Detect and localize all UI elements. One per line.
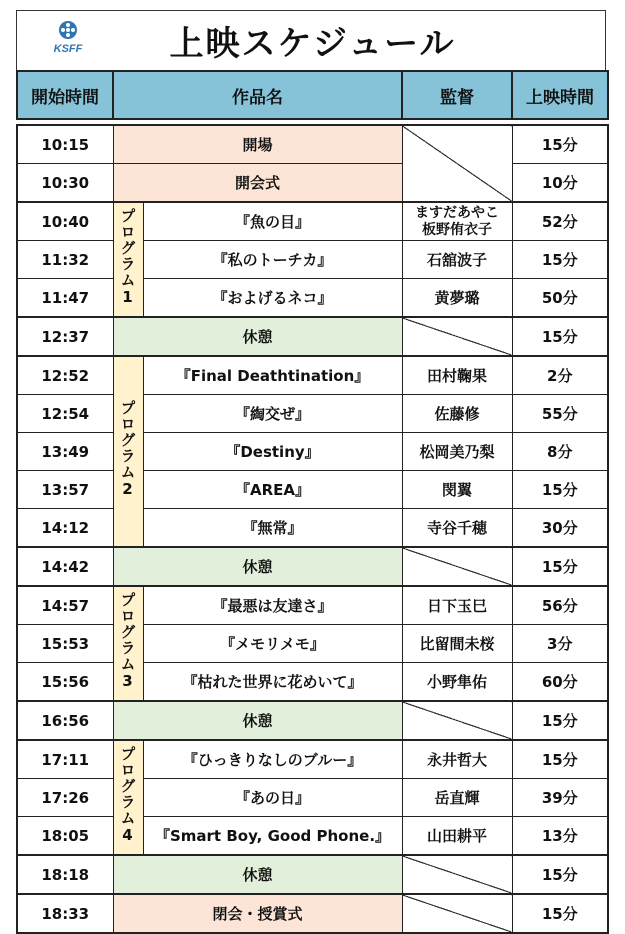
- duration: 2分: [512, 356, 608, 395]
- film-title: 『メモリメモ』: [143, 625, 402, 663]
- duration: 55分: [512, 395, 608, 433]
- film-title: 『枯れた世界に花めいて』: [143, 663, 402, 702]
- table-row: [17, 586, 608, 625]
- table-row: [17, 509, 608, 548]
- start-time: 10:15: [17, 125, 113, 164]
- break-label: 休憩: [113, 547, 402, 586]
- table-row: [17, 279, 608, 318]
- film-title: 『あの日』: [143, 779, 402, 817]
- director-line: 板野侑衣子: [422, 221, 492, 238]
- duration: 13分: [512, 817, 608, 856]
- director: 小野隼佑: [402, 663, 512, 702]
- duration: 30分: [512, 509, 608, 548]
- start-time: 13:57: [17, 471, 113, 509]
- table-row: [17, 395, 608, 433]
- header-director: 監督: [402, 71, 512, 119]
- start-time: 13:49: [17, 433, 113, 471]
- film-title: 『無常』: [143, 509, 402, 548]
- program-label: プログラム3: [113, 586, 143, 701]
- director: 田村鞠果: [402, 356, 512, 395]
- start-time: 18:18: [17, 855, 113, 894]
- film-title: 『ひっきりなしのブルー』: [143, 740, 402, 779]
- event-name: 閉会・授賞式: [113, 894, 402, 933]
- table-row: [17, 433, 608, 471]
- start-time: 14:12: [17, 509, 113, 548]
- start-time: 16:56: [17, 701, 113, 740]
- film-title: 『魚の目』: [143, 202, 402, 241]
- director: 山田耕平: [402, 817, 512, 856]
- program-label: プログラム2: [113, 356, 143, 547]
- start-time: 18:05: [17, 817, 113, 856]
- duration: 15分: [512, 471, 608, 509]
- start-time: 12:54: [17, 395, 113, 433]
- film-title: 『およげるネコ』: [143, 279, 402, 318]
- header-film: 作品名: [113, 71, 402, 119]
- table-row: [17, 855, 608, 894]
- table-row: [17, 817, 608, 856]
- start-time: 17:11: [17, 740, 113, 779]
- table-row: [17, 317, 608, 356]
- duration: 15分: [512, 241, 608, 279]
- duration: 56分: [512, 586, 608, 625]
- table-row: [17, 701, 608, 740]
- table-row: [17, 471, 608, 509]
- table-row: [17, 125, 608, 164]
- film-title: 『Smart Boy, Good Phone.』: [143, 817, 402, 856]
- film-title: 『Destiny』: [143, 433, 402, 471]
- director: 岳直輝: [402, 779, 512, 817]
- director: 寺谷千穂: [402, 509, 512, 548]
- no-director-cell: [402, 547, 512, 586]
- table-row: [17, 663, 608, 702]
- duration: 10分: [512, 164, 608, 203]
- duration: 52分: [512, 202, 608, 241]
- duration: 15分: [512, 317, 608, 356]
- film-title: 『最悪は友達さ』: [143, 586, 402, 625]
- duration: 3分: [512, 625, 608, 663]
- no-director-cell: [402, 855, 512, 894]
- duration: 15分: [512, 125, 608, 164]
- director: 石舘波子: [402, 241, 512, 279]
- start-time: 10:30: [17, 164, 113, 203]
- break-label: 休憩: [113, 855, 402, 894]
- start-time: 12:37: [17, 317, 113, 356]
- header-row: [17, 71, 608, 119]
- table-row: [17, 779, 608, 817]
- program-label: プログラム4: [113, 740, 143, 855]
- table-row: [17, 202, 608, 241]
- event-name: 開会式: [113, 164, 402, 203]
- header-duration: 上映時間: [512, 71, 608, 119]
- duration: 60分: [512, 663, 608, 702]
- director: [402, 202, 512, 241]
- start-time: 11:32: [17, 241, 113, 279]
- director: 閔翼: [402, 471, 512, 509]
- director: 黄夢璐: [402, 279, 512, 318]
- film-title: 『綯交ぜ』: [143, 395, 402, 433]
- table-row: [17, 241, 608, 279]
- table-row: [17, 625, 608, 663]
- break-label: 休憩: [113, 317, 402, 356]
- start-time: 10:40: [17, 202, 113, 241]
- film-title: 『AREA』: [143, 471, 402, 509]
- start-time: 12:52: [17, 356, 113, 395]
- director: 日下玉巳: [402, 586, 512, 625]
- director: 比留間未桜: [402, 625, 512, 663]
- duration: 50分: [512, 279, 608, 318]
- start-time: 11:47: [17, 279, 113, 318]
- start-time: 18:33: [17, 894, 113, 933]
- film-title: 『私のトーチカ』: [143, 241, 402, 279]
- program-label: プログラム1: [113, 202, 143, 317]
- page-title: 上映スケジュール: [169, 24, 456, 64]
- director: 松岡美乃梨: [402, 433, 512, 471]
- no-director-cell: [402, 125, 512, 202]
- duration: 39分: [512, 779, 608, 817]
- duration: 15分: [512, 547, 608, 586]
- no-director-cell: [402, 894, 512, 933]
- event-name: 開場: [113, 125, 402, 164]
- table-row: [17, 356, 608, 395]
- break-label: 休憩: [113, 701, 402, 740]
- header-time: 開始時間: [17, 71, 113, 119]
- duration: 15分: [512, 701, 608, 740]
- no-director-cell: [402, 317, 512, 356]
- director-line: ますだあやこ: [415, 204, 499, 221]
- duration: 15分: [512, 855, 608, 894]
- table-row: [17, 164, 608, 203]
- start-time: 15:53: [17, 625, 113, 663]
- director: 佐藤修: [402, 395, 512, 433]
- schedule-table: [16, 70, 609, 934]
- film-title: 『Final Deathtination』: [143, 356, 402, 395]
- start-time: 17:26: [17, 779, 113, 817]
- start-time: 14:42: [17, 547, 113, 586]
- table-row: [17, 547, 608, 586]
- logo-text: KSFF: [53, 43, 83, 55]
- table-row: [17, 740, 608, 779]
- table-row: [17, 894, 608, 933]
- duration: 15分: [512, 894, 608, 933]
- duration: 15分: [512, 740, 608, 779]
- duration: 8分: [512, 433, 608, 471]
- director: 永井哲大: [402, 740, 512, 779]
- start-time: 15:56: [17, 663, 113, 702]
- start-time: 14:57: [17, 586, 113, 625]
- no-director-cell: [402, 701, 512, 740]
